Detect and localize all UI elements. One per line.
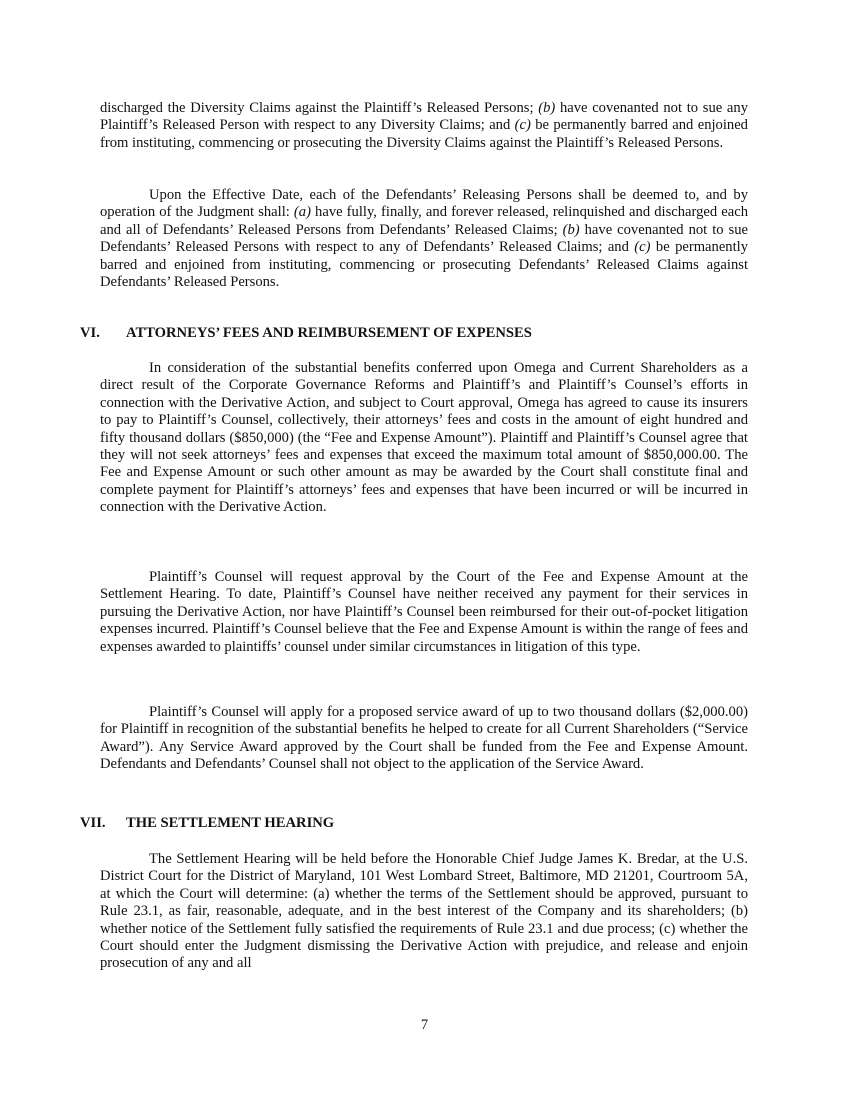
paragraph-settlement-hearing: The Settlement Hearing will be held before the Honorable Chief Judge James K. Bredar, at the U.S. District Court for the District of Maryland, 101 West Lombard Street, Baltimore, MD 21201, Courtroom 5A, at which the Court will determine: (a) whether the terms of the Settlement should be approved, pursuant to Rule 23.1, as fair, reasonable, adequate, and in the best interest of the Company and its shareholders; (b) whether notice of the Settlement fully satisfied the requirements of Rule 23.1 and due process; (c) whether the Court should enter the Judgment dismissing the Derivative Action with prejudice, and release and enjoin prosecution of any and all (100, 851, 748, 972)
section-heading-settlement-hearing (80, 815, 334, 832)
page-number: 7 (420, 1017, 429, 1033)
paragraph-fee-approval-request: Plaintiff’s Counsel will request approval by the Court of the Fee and Expense Amount at the Settlement Hearing. To date, Plaintiff’s Counsel have neither received any payment for their services in pursuing the Derivative Action, nor have Plaintiff’s Counsel been reimbursed for their out-of-pocket litigation expenses incurred. Plaintiff’s Counsel believe that the Fee and Expense Amount is within the range of fees and expenses awarded to plaintiffs’ counsel under similar circumstances in litigation of this type. (100, 569, 748, 655)
paragraph-diversity-claims-release: discharged the Diversity Claims against the Plaintiff’s Released Persons; (b) have covenanted not to sue any Plaintiff’s Released Person with respect to any Diversity Claims; and (c) be permanently barred and enjoined from instituting, commencing or prosecuting the Diversity Claims against the Plaintiff’s Released Persons. (100, 100, 748, 151)
paragraph-fee-and-expense-amount: In consideration of the substantial benefits conferred upon Omega and Current Shareholders as a direct result of the Corporate Governance Reforms and Plaintiff’s and Plaintiff’s Counsel’s efforts in connection with the Derivative Action, and subject to Court approval, Omega has agreed to cause its insurers to pay to Plaintiff’s Counsel, collectively, their attorneys’ fees and costs in the amount of eight hundred and fifty thousand dollars ($850,000) (the “Fee and Expense Amount”). Plaintiff and Plaintiff’s Counsel agree that they will not seek attorneys’ fees and expenses that exceed the maximum total amount of $850,000.00. The Fee and Expense Amount or such other amount as may be awarded by the Court shall constitute final and complete payment for Plaintiff’s attorneys’ fees and expenses that have been incurred or will be incurred in connection with the Derivative Action. (100, 360, 748, 516)
paragraph-defendants-release: Upon the Effective Date, each of the Defendants’ Releasing Persons shall be deemed to, and by operation of the Judgment shall: (a) have fully, finally, and forever released, relinquished and discharged each and all of Defendants’ Released Persons from Defendants’ Released Claims; (b) have covenanted not to sue Defendants’ Released Persons with respect to any of Defendants’ Released Claims; and (c) be permanently barred and enjoined from instituting, commencing or prosecuting Defendants’ Released Claims against Defendants’ Released Persons. (100, 187, 749, 291)
section-title: ATTORNEYS’ FEES AND REIMBURSEMENT OF EXPENSES (126, 325, 532, 341)
paragraph-service-award: Plaintiff’s Counsel will apply for a proposed service award of up to two thousand dollars ($2,000.00) for Plaintiff in recognition of the substantial benefits he helped to create for all Current Shareholders (“Service Award”). Any Service Award approved by the Court shall be funded from the Fee and Expense Amount. Defendants and Defendants’ Counsel shall not object to the application of the Service Award. (100, 704, 748, 773)
section-number: VI. (80, 325, 100, 341)
section-number: VII. (80, 815, 106, 831)
section-heading-attorneys-fees (80, 325, 532, 342)
section-title: THE SETTLEMENT HEARING (126, 815, 335, 831)
